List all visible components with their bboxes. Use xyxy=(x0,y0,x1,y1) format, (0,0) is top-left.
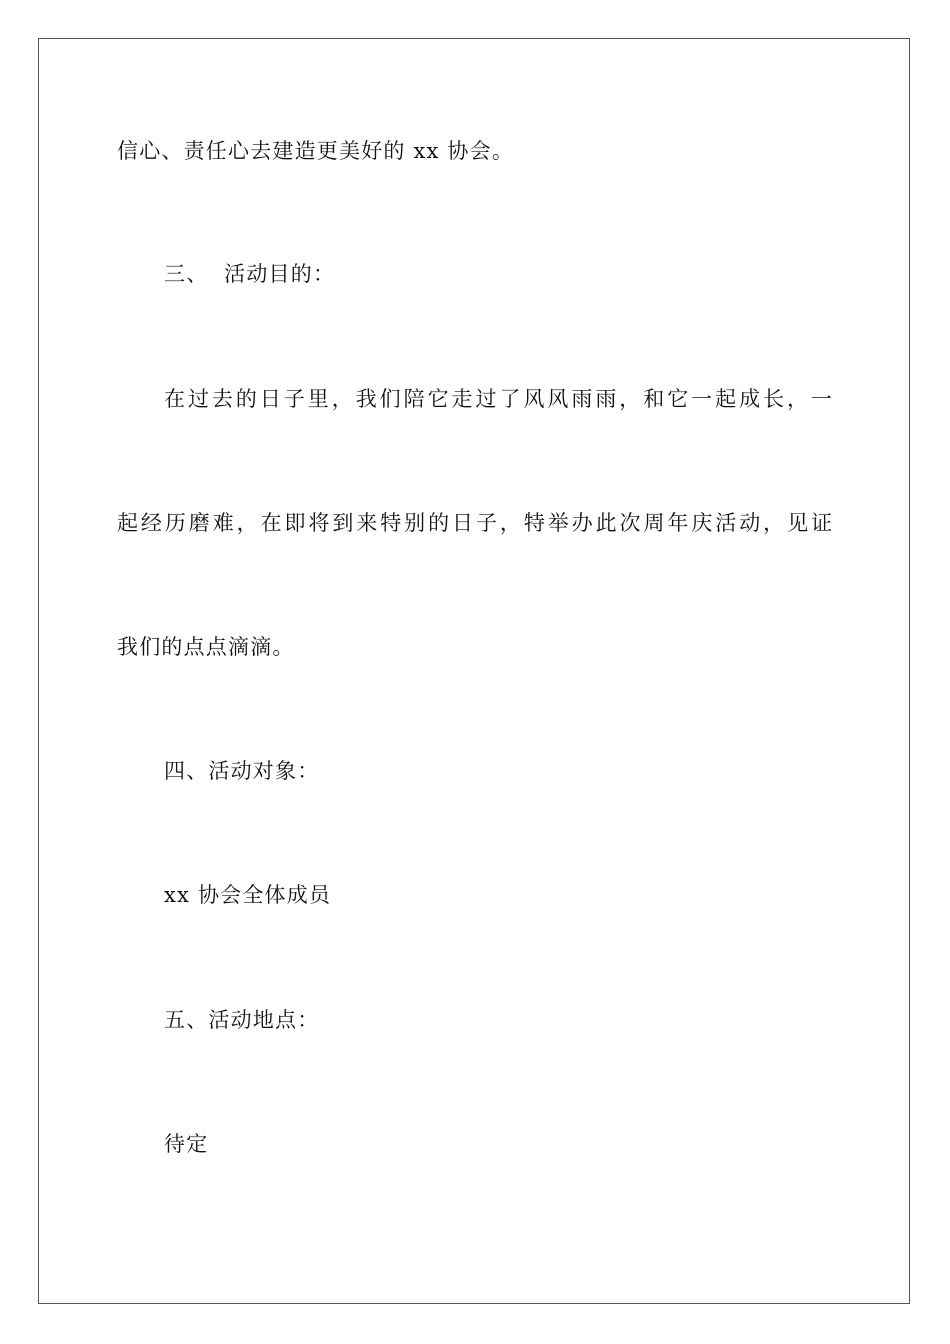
location-text: 待定 xyxy=(164,1132,209,1156)
audience-text: xx 协会全体成员 xyxy=(164,883,332,907)
paragraph-line-purpose-2: 起经历磨难，在即将到来特别的日子，特举办此次周年庆活动，见证 xyxy=(117,511,832,535)
page-frame xyxy=(38,38,910,1304)
section-heading-audience: 四、活动对象： xyxy=(164,759,320,783)
section-heading-purpose: 三、 活动目的： xyxy=(164,262,336,286)
section-heading-location: 五、活动地点： xyxy=(164,1008,320,1032)
paragraph-line-continuation: 信心、责任心去建造更美好的 xx 协会。 xyxy=(117,139,515,163)
paragraph-line-purpose-1: 在过去的日子里，我们陪它走过了风风雨雨，和它一起成长，一 xyxy=(164,387,832,411)
paragraph-line-purpose-3: 我们的点点滴滴。 xyxy=(117,635,295,659)
